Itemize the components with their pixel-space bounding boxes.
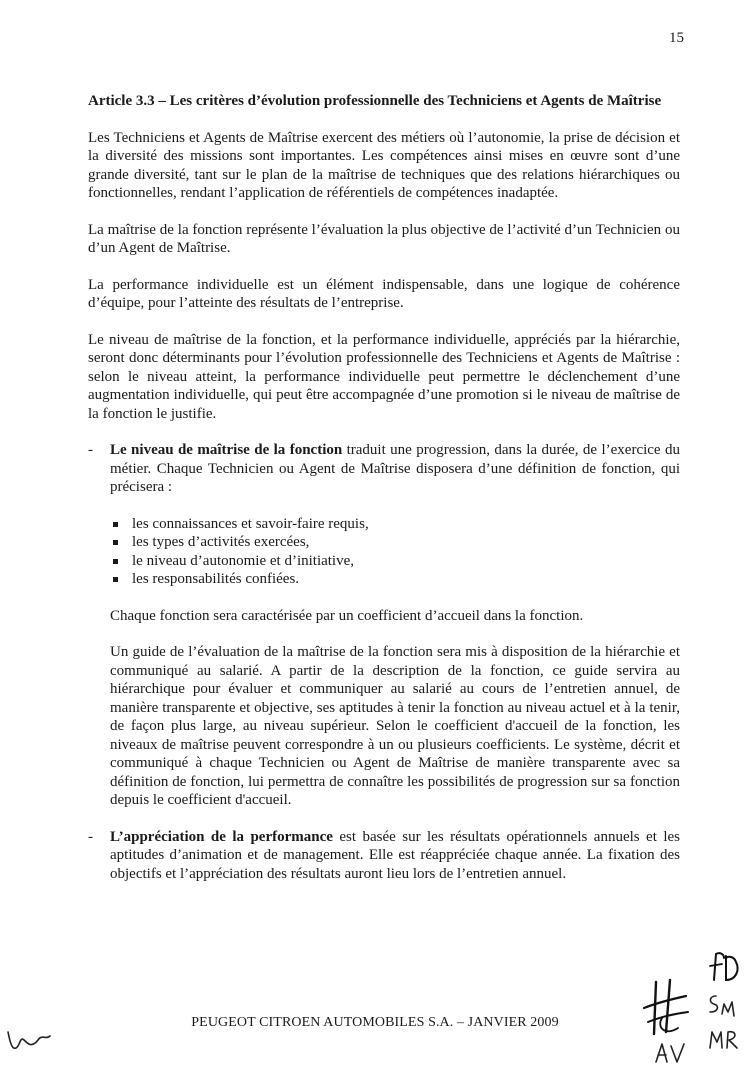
list-item: les types d’activités exercées, <box>110 533 680 552</box>
initials-mr-mark <box>708 1026 742 1054</box>
initials-fd-mark <box>706 950 742 984</box>
paragraph-2: La maîtrise de la fonction représente l’évaluation la plus objective de l’activité d’un Technicien ou d’un Agent de Maîtrise. <box>88 221 680 256</box>
coefficient-paragraph: Chaque fonction sera caractérisée par un coefficient d’accueil dans la fonction. <box>110 607 584 624</box>
maitrise-intro <box>110 441 680 497</box>
list-item: le niveau d’autonomie et d’initiative, <box>110 552 680 571</box>
list-item: les connaissances et savoir-faire requis, <box>110 515 680 534</box>
performance-lead: L’appréciation de la performance <box>110 828 333 845</box>
paragraph-3: La performance individuelle est un élément indispensable, dans une logique de cohérence d’équipe, pour l’atteinte des résultats de l’entreprise. <box>88 276 680 311</box>
initials-sm-mark <box>706 992 740 1020</box>
list-item: les responsabilités confiées. <box>110 570 680 589</box>
performance-text: est basée sur les résultats opérationnels annuels et les aptitudes d’animation et de management. Elle est réappréciée chaque année. La fixation des objectifs et l’appréciation des résultats auront lieu lors de l’entretien annuel. <box>110 828 680 882</box>
dash-marker: - <box>88 442 93 458</box>
document-body <box>88 92 680 901</box>
guide-paragraph: Un guide de l’évaluation de la maîtrise de la fonction sera mis à disposition de la hiérarchie et communiqué au salarié. A partir de la description de la fonction, ce guide servira au hiérarchique pour évaluer et communiquer au salarié au cours de l’entretien annuel, de manière transparente et objective, ses aptitudes à tenir la fonction au niveau actuel et à la tenir, de façon plus large, au niveau supérieur. Selon le coefficient d'accueil de la fonction, les niveaux de maîtrise peuvent correspondre à un ou plusieurs coefficients. Le système, décrit et communiqué à chaque Technicien ou Agent de Maîtrise de manière transparente avec sa définition de fonction, lui permettra de connaître les possibilités de progression sur sa fonction depuis le coefficient d'accueil. <box>110 644 680 808</box>
signature-main-mark <box>642 978 690 1040</box>
competence-list <box>110 515 680 589</box>
signature-left-mark <box>4 1018 54 1058</box>
maitrise-text: traduit une progression, dans la durée, de l’exercice du métier. Chaque Technicien ou Agent de Maîtrise disposera d’une définition de fonction, qui précisera : <box>110 442 680 495</box>
article-heading: Article 3.3 – Les critères d’évolution professionnelle des Techniciens et Agents de Maîtrise <box>88 93 662 109</box>
list-item-maitrise <box>88 441 680 810</box>
dash-marker: - <box>88 828 93 845</box>
performance-paragraph <box>110 828 680 884</box>
paragraph-1: Les Techniciens et Agents de Maîtrise exercent des métiers où l’autonomie, la prise de décision et la diversité des missions sont importantes. Les compétences ainsi mises en œuvre sont d’une grande diversité, tant sur le plan de la maîtrise de techniques que des relations hiérarchiques ou fonctionnelles, rendant l’application de référentiels de compétences inadaptée. <box>88 129 680 201</box>
list-item-performance <box>88 828 680 884</box>
maitrise-lead: Le niveau de maîtrise de la fonction <box>110 442 343 458</box>
paragraph-4: Le niveau de maîtrise de la fonction, et la performance individuelle, appréciés par la hiérarchie, seront donc déterminants pour l’évolution professionnelle des Techniciens et Agents de Maîtrise : selon le niveau atteint, la performance individuelle peut permettre le déclenchement d’une augmentation individuelle, qui peut être accompagnée d’une promotion si le niveau de maîtrise de la fonction le justifie. <box>88 331 680 422</box>
page-number: 15 <box>669 30 684 46</box>
initials-av-mark <box>654 1040 688 1066</box>
page-footer: PEUGEOT CITROEN AUTOMOBILES S.A. – JANVIER 2009 <box>191 1015 559 1030</box>
